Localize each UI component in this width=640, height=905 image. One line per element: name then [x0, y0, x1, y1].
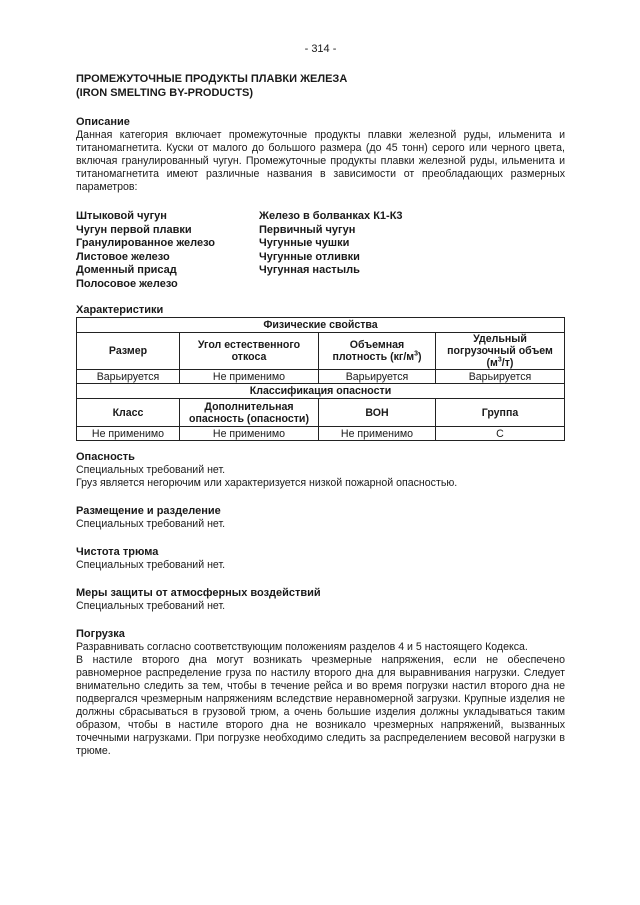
table-cell: Не применимо: [319, 427, 436, 441]
cleanliness-heading: Чистота трюма: [76, 546, 159, 558]
names-left-column: [76, 210, 259, 292]
cleanliness-text: Специальных требований нет.: [76, 559, 226, 571]
title-line-1: ПРОМЕЖУТОЧНЫЕ ПРОДУКТЫ ПЛАВКИ ЖЕЛЕЗА: [76, 73, 348, 85]
name-item: Чугунные чушки: [259, 237, 350, 250]
column-header: Удельный погрузочный объем $(м^3/т)$: [436, 333, 565, 370]
weather-section: [76, 587, 565, 613]
column-header: Класс: [77, 399, 180, 427]
name-item: Доменный присад: [76, 264, 177, 277]
description-text: Данная категория включает промежуточные продукты плавки железной руды, ильменита и титаномагнетита. Куски от малого до большого размера (до 45 тонн) серого или черного цвета, включая гранулированный чугун. Промежуточные продукты плавки железной руды, ильменита и титаномагнетита имеют различные названия в зависимости от преобладающих размерных параметров:: [76, 129, 565, 193]
loading-paragraph-2: В настиле второго дна могут возникать чрезмерные напряжения, если не обеспечено равномерное распределение груза по настилу второго дна для выравнивания нагрузки. Следует внимательно следить за тем, чтобы в течение рейса и во время погрузки настил второго дна не подвергался чрезмерным напряжениям вследствие неравномерной загрузки. Крупные изделия не должны сбрасываться в грузовой трюм, а очень большие изделия должны укладываться таким образом, чтобы в настиле второго дна не возникало чрезмерных напряжений, вызванных точечными нагрузками. При погрузке необходимо следить за распределением весовой нагрузки в трюме.: [76, 654, 565, 757]
name-item: Листовое железо: [76, 250, 170, 263]
loading-paragraph-1: Разравнивать согласно соответствующим положениям разделов 4 и 5 настоящего Кодекса.: [76, 641, 528, 653]
name-item: Чугунные отливки: [259, 250, 360, 263]
table-cell: Варьируется: [436, 370, 565, 384]
table-cell: Варьируется: [77, 370, 180, 384]
column-header: Угол естественного откоса: [180, 333, 319, 370]
hazard-section: [76, 451, 565, 490]
table-cell: С: [436, 427, 565, 441]
name-item: Гранулированное железо: [76, 237, 216, 250]
table-cell: Не применимо: [180, 370, 319, 384]
table-cell: Не применимо: [180, 427, 319, 441]
characteristics-section: [76, 304, 565, 441]
column-header: Группа: [436, 399, 565, 427]
description-section: [76, 116, 565, 194]
name-item: Полосовое железо: [76, 277, 178, 290]
stowage-text: Специальных требований нет.: [76, 518, 226, 530]
column-header: ВОН: [319, 399, 436, 427]
title-line-2: (IRON SMELTING BY-PRODUCTS): [76, 87, 254, 99]
product-names: [76, 210, 565, 292]
page-number: - 314 -: [304, 43, 337, 55]
hazard-classification-header: Классификация опасности: [77, 384, 565, 399]
physical-properties-header: Физические свойства: [77, 318, 565, 333]
stowage-heading: Размещение и разделение: [76, 505, 221, 517]
name-item: Штыковой чугун: [76, 210, 167, 222]
name-item: Чугунная настыль: [259, 264, 360, 277]
hazard-heading: Опасность: [76, 451, 135, 463]
column-header: Объемная плотность $(кг/м^3)$: [319, 333, 436, 370]
characteristics-table: [76, 317, 565, 441]
weather-text: Специальных требований нет.: [76, 600, 226, 612]
weather-heading: Меры защиты от атмосферных воздействий: [76, 587, 321, 599]
hazard-line: Груз является негорючим или характеризуется низкой пожарной опасностью.: [76, 477, 458, 489]
name-item: Чугун первой плавки: [76, 223, 192, 236]
characteristics-heading: Характеристики: [76, 304, 164, 316]
stowage-section: [76, 505, 565, 531]
names-right-column: [259, 210, 559, 292]
document-title: [76, 72, 347, 100]
column-header: Размер: [77, 333, 180, 370]
cleanliness-section: [76, 546, 565, 572]
loading-section: [76, 628, 565, 758]
loading-heading: Погрузка: [76, 628, 125, 640]
name-item: Железо в болванках К1-К3: [259, 210, 403, 222]
name-item: Первичный чугун: [259, 223, 356, 236]
table-cell: Варьируется: [319, 370, 436, 384]
table-cell: Не применимо: [77, 427, 180, 441]
description-heading: Описание: [76, 116, 130, 128]
column-header: Дополнительная опасность (опасности): [180, 399, 319, 427]
hazard-line: Специальных требований нет.: [76, 464, 226, 476]
